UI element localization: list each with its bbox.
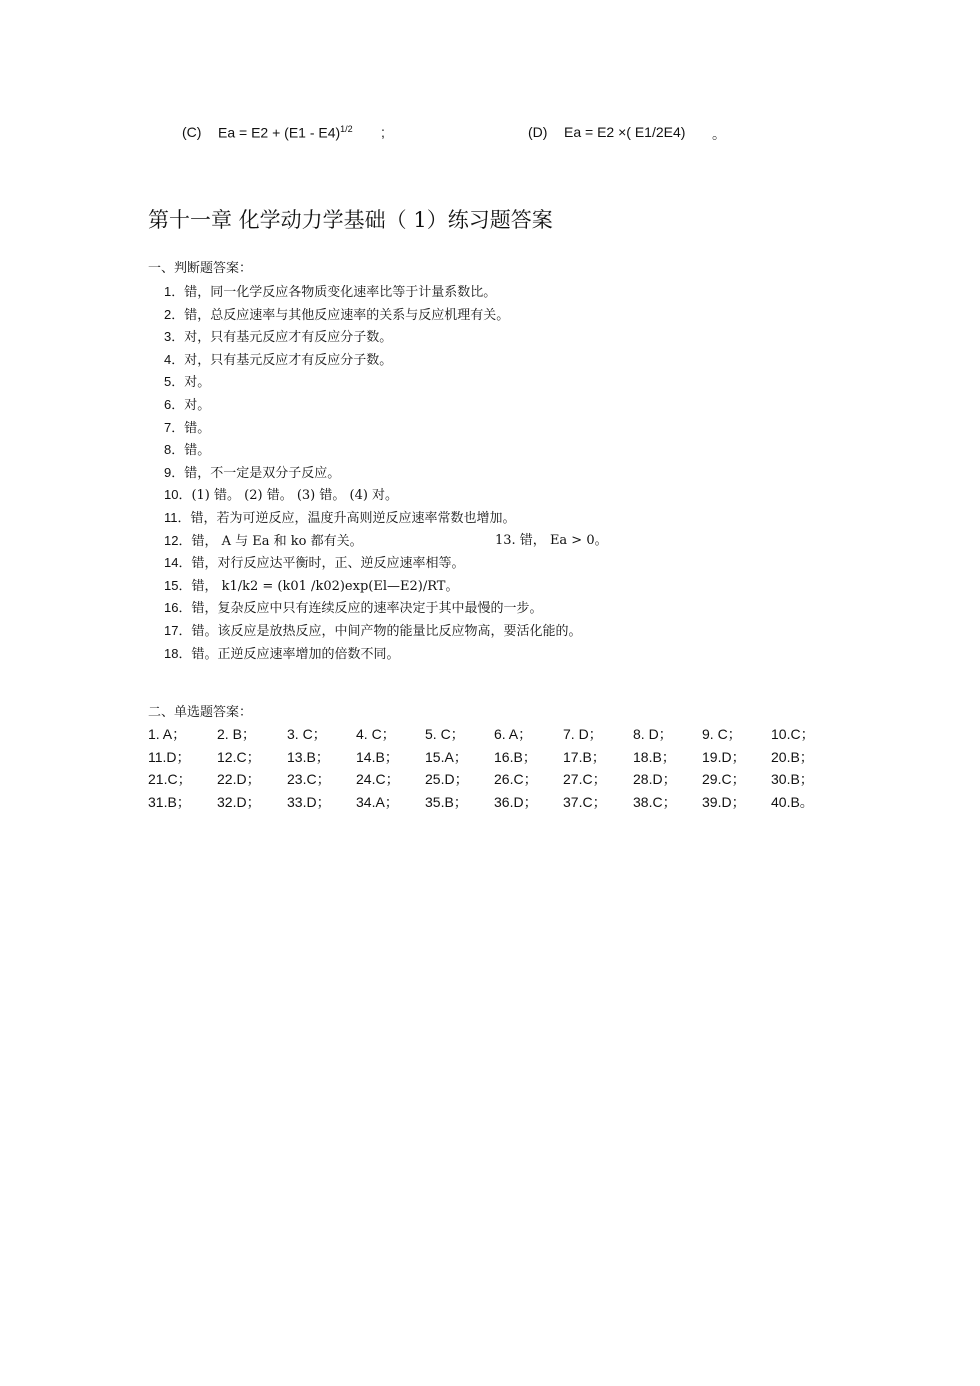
- judgment-item-number: 17．: [164, 622, 192, 638]
- judgment-item-text: 错。: [184, 420, 211, 436]
- choice-row: [148, 746, 848, 769]
- judgment-item-number: 15．: [164, 577, 192, 593]
- choice-answer: 38.C；: [633, 794, 677, 811]
- judgment-item-extra: 13. 错， Ea > 0。: [495, 532, 608, 548]
- choice-answer: 10.C；: [771, 726, 815, 742]
- judgment-item: [164, 394, 884, 417]
- option-d-punct: 。: [712, 126, 726, 142]
- judgment-item-text: 错。正逆反应速率增加的倍数不同。: [191, 646, 400, 662]
- judgment-item-text: 错，对行反应达平衡时，正、逆反应速率相等。: [191, 556, 465, 572]
- judgment-heading: 一、判断题答案：: [148, 261, 253, 276]
- choice-answer: 27.C；: [563, 771, 607, 788]
- choice-answer: 18.B；: [633, 748, 676, 765]
- choice-answer: 25.D；: [425, 771, 469, 788]
- choice-answer: 4. C；: [356, 726, 396, 742]
- choice-answer: 37.C；: [563, 794, 607, 811]
- judgment-item-text: 错，若为可逆反应，温度升高则逆反应速率常数也增加。: [190, 510, 516, 526]
- choice-answer: 28.D；: [633, 771, 677, 788]
- choice-answer: 30.B；: [771, 771, 814, 788]
- judgment-item-text: 对。: [184, 397, 211, 413]
- judgment-item: [164, 462, 884, 485]
- judgment-item-number: 1．: [164, 284, 185, 299]
- choice-answer: 24.C；: [356, 771, 400, 788]
- judgment-item: [164, 552, 884, 575]
- judgment-item-text: 对，只有基元反应才有反应分子数。: [184, 330, 393, 346]
- option-d-formula: Ea = E2 ×( E1/2E4): [564, 124, 686, 140]
- option-c-formula-main: Ea = E2 + (E1 - E4): [218, 124, 341, 141]
- choice-answer: 23.C；: [287, 771, 331, 788]
- choice-answer: 8. D；: [633, 726, 673, 742]
- judgment-item-number: 10．: [164, 487, 192, 503]
- judgment-item: [164, 281, 884, 304]
- choice-answer: 20.B；: [771, 748, 814, 765]
- judgment-item: [164, 530, 884, 553]
- choice-answer: 31.B；: [148, 794, 191, 811]
- choice-answer: 5. C；: [425, 726, 465, 742]
- option-c-label: (C): [182, 124, 202, 140]
- choice-row: [148, 768, 848, 791]
- choice-answer: 11.D；: [148, 748, 191, 765]
- judgment-item: [164, 575, 884, 598]
- choice-answer: 1. A；: [148, 726, 187, 742]
- choice-answer: 21.C；: [148, 771, 192, 788]
- judgment-item-text: 错。: [184, 443, 211, 459]
- option-c-formula: [218, 124, 353, 141]
- choice-answer: 22.D；: [217, 771, 261, 788]
- choice-answer: 26.C；: [494, 771, 538, 788]
- choice-answer: 35.B；: [425, 794, 468, 811]
- choice-answer: 13.B；: [287, 748, 330, 765]
- choice-answer: 34.A；: [356, 794, 399, 811]
- judgment-item-text: 错， k1/k2 = (k01 /k02)exp(El—E2)/RT。: [191, 578, 459, 594]
- judgment-item: [164, 597, 884, 620]
- judgment-item-text: 错，不一定是双分子反应。: [184, 465, 341, 481]
- judgment-item-text: (1) 错。 (2) 错。 (3) 错。 (4) 对。: [191, 488, 399, 504]
- choice-answer: 39.D；: [702, 794, 746, 811]
- judgment-item-number: 18．: [164, 645, 192, 661]
- judgment-item-text: 对，只有基元反应才有反应分子数。: [184, 352, 393, 368]
- choice-answer: 36.D；: [494, 794, 538, 811]
- judgment-item-text: 错，同一化学反应各物质变化速率比等于计量系数比。: [184, 285, 497, 300]
- judgment-item-number: 2．: [164, 306, 185, 322]
- single-choice-heading: 二、单选题答案：: [148, 705, 253, 720]
- judgment-item-text: 错，复杂反应中只有连续反应的速率决定于其中最慢的一步。: [191, 601, 543, 617]
- option-c-punct: ;: [381, 124, 385, 140]
- judgment-item: [164, 484, 884, 507]
- choice-answer: 29.C；: [702, 771, 746, 788]
- choice-answer: 9. C；: [702, 726, 742, 742]
- judgment-item: [164, 620, 884, 643]
- judgment-item-text: 对。: [184, 375, 211, 391]
- judgment-item-number: 14．: [164, 555, 192, 571]
- judgment-item-number: 4．: [164, 351, 185, 367]
- judgment-item-number: 7．: [164, 419, 185, 435]
- choice-answer: 17.B；: [563, 748, 606, 765]
- choice-answer: 16.B；: [494, 748, 537, 765]
- judgment-item: [164, 643, 884, 666]
- judgment-item-text: 错， A 与 Ea 和 ko 都有关。: [191, 533, 363, 549]
- judgment-item: [164, 349, 884, 372]
- choice-row: [148, 791, 848, 814]
- judgment-item-number: 8．: [164, 442, 185, 458]
- choice-answer: 33.D；: [287, 794, 331, 811]
- choice-answer: 40.B。: [771, 794, 814, 811]
- judgment-item: [164, 507, 884, 530]
- choice-row: [148, 723, 848, 746]
- judgment-item-number: 16．: [164, 600, 192, 616]
- judgment-item-number: 12．: [164, 532, 192, 548]
- choice-answer: 6. A；: [494, 726, 533, 742]
- choice-answer: 2. B；: [217, 726, 256, 742]
- choice-answer: 7. D；: [563, 726, 603, 742]
- judgment-item-number: 6．: [164, 396, 185, 412]
- judgment-item-text: 错，总反应速率与其他反应速率的关系与反应机理有关。: [184, 307, 510, 323]
- judgment-item-number: 5．: [164, 374, 185, 390]
- judgment-item: [164, 439, 884, 462]
- choice-answer: 15.A；: [425, 748, 468, 765]
- judgment-item: [164, 326, 884, 349]
- choice-answer: 19.D；: [702, 748, 746, 765]
- judgment-item-text: 错。该反应是放热反应，中间产物的能量比反应物高，要活化能的。: [191, 623, 582, 639]
- single-choice-grid: [148, 723, 848, 814]
- judgment-item: [164, 371, 884, 394]
- chapter-title: 第十一章 化学动力学基础（ 1）练习题答案: [148, 208, 553, 232]
- choice-answer: 12.C；: [217, 748, 261, 765]
- option-d-label: (D): [528, 124, 548, 140]
- judgment-item-number: 3．: [164, 329, 185, 345]
- judgment-item: [164, 304, 884, 327]
- judgment-list: [164, 281, 884, 665]
- choice-answer: 3. C；: [287, 726, 327, 742]
- choice-answer: 32.D；: [217, 794, 261, 811]
- judgment-item-number: 11．: [164, 509, 191, 525]
- judgment-item: [164, 417, 884, 440]
- judgment-item-number: 9．: [164, 464, 185, 480]
- option-c-formula-sup: 1/2: [340, 124, 353, 134]
- choice-answer: 14.B；: [356, 748, 399, 765]
